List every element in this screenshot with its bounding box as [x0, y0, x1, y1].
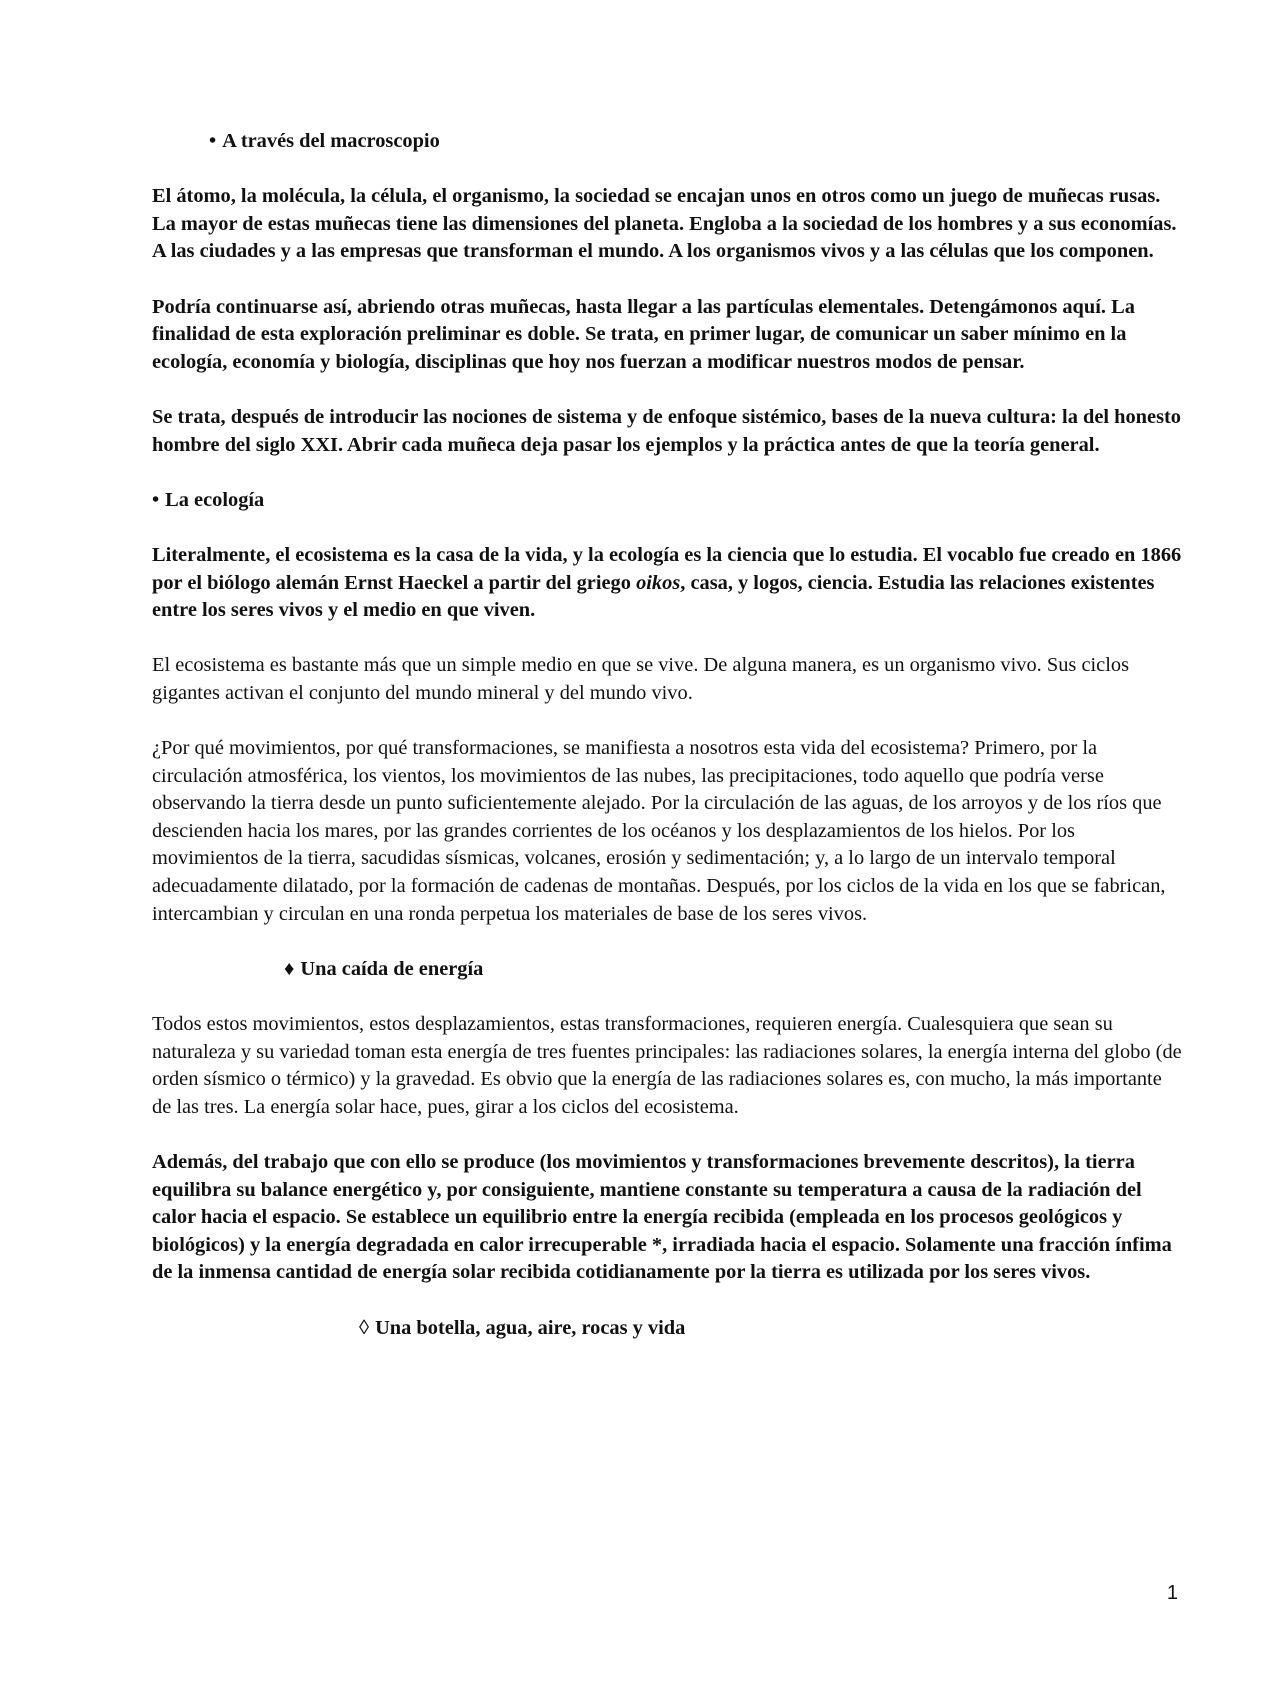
section-heading-caida-energia [152, 956, 1182, 984]
section-heading-text: A través del macroscopio [222, 130, 440, 152]
paragraph-movimientos: ¿Por qué movimientos, por qué transformaciones, se manifiesta a nosotros esta vida del ecosistema? Primero, por la circulación atmosférica, los vientos, los movimientos de las nubes, las precipitaciones, todo aquello que podría verse observando la tierra desde un punto suficientemente alejado. Por la circulación de las aguas, de los arroyos y de los ríos que descienden hacia los mares, por las grandes corrientes de los océanos y los desplazamientos de los hielos. Por los movimientos de la tierra, sacudidas sísmicas, volcanes, erosión y sedimentación; y, a lo largo de un intervalo temporal adecuadamente dilatado, por la formación de cadenas de montañas. Después, por los ciclos de la vida en los que se fabrican, intercambian y circulan en una ronda perpetua los materiales de base de los seres vivos. [152, 737, 1166, 925]
section-heading-text: Una botella, agua, aire, rocas y vida [375, 1316, 686, 1339]
diamond-bullet-icon: ♦ [284, 957, 295, 980]
bullet-icon: • [152, 488, 160, 511]
document-page [152, 128, 1182, 1370]
paragraph-fuentes-energia: Todos estos movimientos, estos desplazamientos, estas transformaciones, requieren energía. Cualesquiera que sean su naturaleza y su variedad toman esta energía de tres fuentes principales: las radiaciones solares, la energía interna del globo (de orden sísmico o térmico) y la gravedad. Es obvio que la energía de las radiaciones solares es, con mucho, la más importante de las tres. La energía solar hace, pues, girar a los ciclos del ecosistema. [152, 1013, 1182, 1118]
paragraph-definicion-ecologia [152, 542, 1182, 625]
paragraph-text: Literalmente, el ecosistema es la casa de la vida, y la ecología es la ciencia que lo estudia. El vocablo fue creado en 1866 por el biólogo alemán Ernst Haeckel a partir del griego [152, 543, 1182, 594]
lozenge-bullet-icon: ◊ [359, 1316, 370, 1339]
paragraph-sistemico: Se trata, después de introducir las nociones de sistema y de enfoque sistémico, bases de la nueva cultura: la del honesto hombre del siglo XXI. Abrir cada muñeca deja pasar los ejemplos y la práctica antes de que la teoría general. [152, 405, 1181, 456]
section-heading-macroscopio [152, 128, 1182, 156]
paragraph-balance-energetico: Además, del trabajo que con ello se produce (los movimientos y transformaciones brevemente descritos), la tierra equilibra su balance energético y, por consiguiente, mantiene constante su temperatura a causa de la radiación del calor hacia el espacio. Se establece un equilibrio entre la energía recibida (empleada en los procesos geológicos y biológicos) y la energía degradada en calor irrecuperable *, irradiada hacia el espacio. Solamente una fracción ínfima de la inmensa cantidad de energía solar recibida cotidianamente por la tierra es utilizada por los seres vivos. [152, 1150, 1172, 1284]
section-heading-text: Una caída de energía [300, 957, 484, 980]
paragraph-exploracion: Podría continuarse así, abriendo otras muñecas, hasta llegar a las partículas elementales. Detengámonos aquí. La finalidad de esta exploración preliminar es doble. Se trata, en primer lugar, de comunicar un saber mínimo en la ecología, economía y biología, disciplinas que hoy nos fuerzan a modificar nuestros modos de pensar. [152, 295, 1135, 373]
section-heading-botella [152, 1315, 1182, 1343]
bullet-icon: • [209, 130, 217, 152]
paragraph-text: , casa, y logos, ciencia. Estudia las relaciones existentes entre los seres vivos y el medio en que viven. [152, 571, 1155, 622]
page-number: 1 [1166, 1582, 1178, 1604]
paragraph-munecas-rusas: El átomo, la molécula, la célula, el organismo, la sociedad se encajan unos en otros como un juego de muñecas rusas. La mayor de estas muñecas tiene las dimensiones del planeta. Engloba a la sociedad de los hombres y a sus economías. A las ciudades y a las empresas que transforman el mundo. A los organismos vivos y a las células que los componen. [152, 185, 1177, 263]
paragraph-italic-term: oikos [636, 571, 681, 594]
section-heading-ecologia [152, 487, 1182, 515]
section-heading-text: La ecología [165, 488, 265, 511]
paragraph-organismo-vivo: El ecosistema es bastante más que un simple medio en que se vive. De alguna manera, es un organismo vivo. Sus ciclos gigantes activan el conjunto del mundo mineral y del mundo vivo. [152, 654, 1130, 704]
